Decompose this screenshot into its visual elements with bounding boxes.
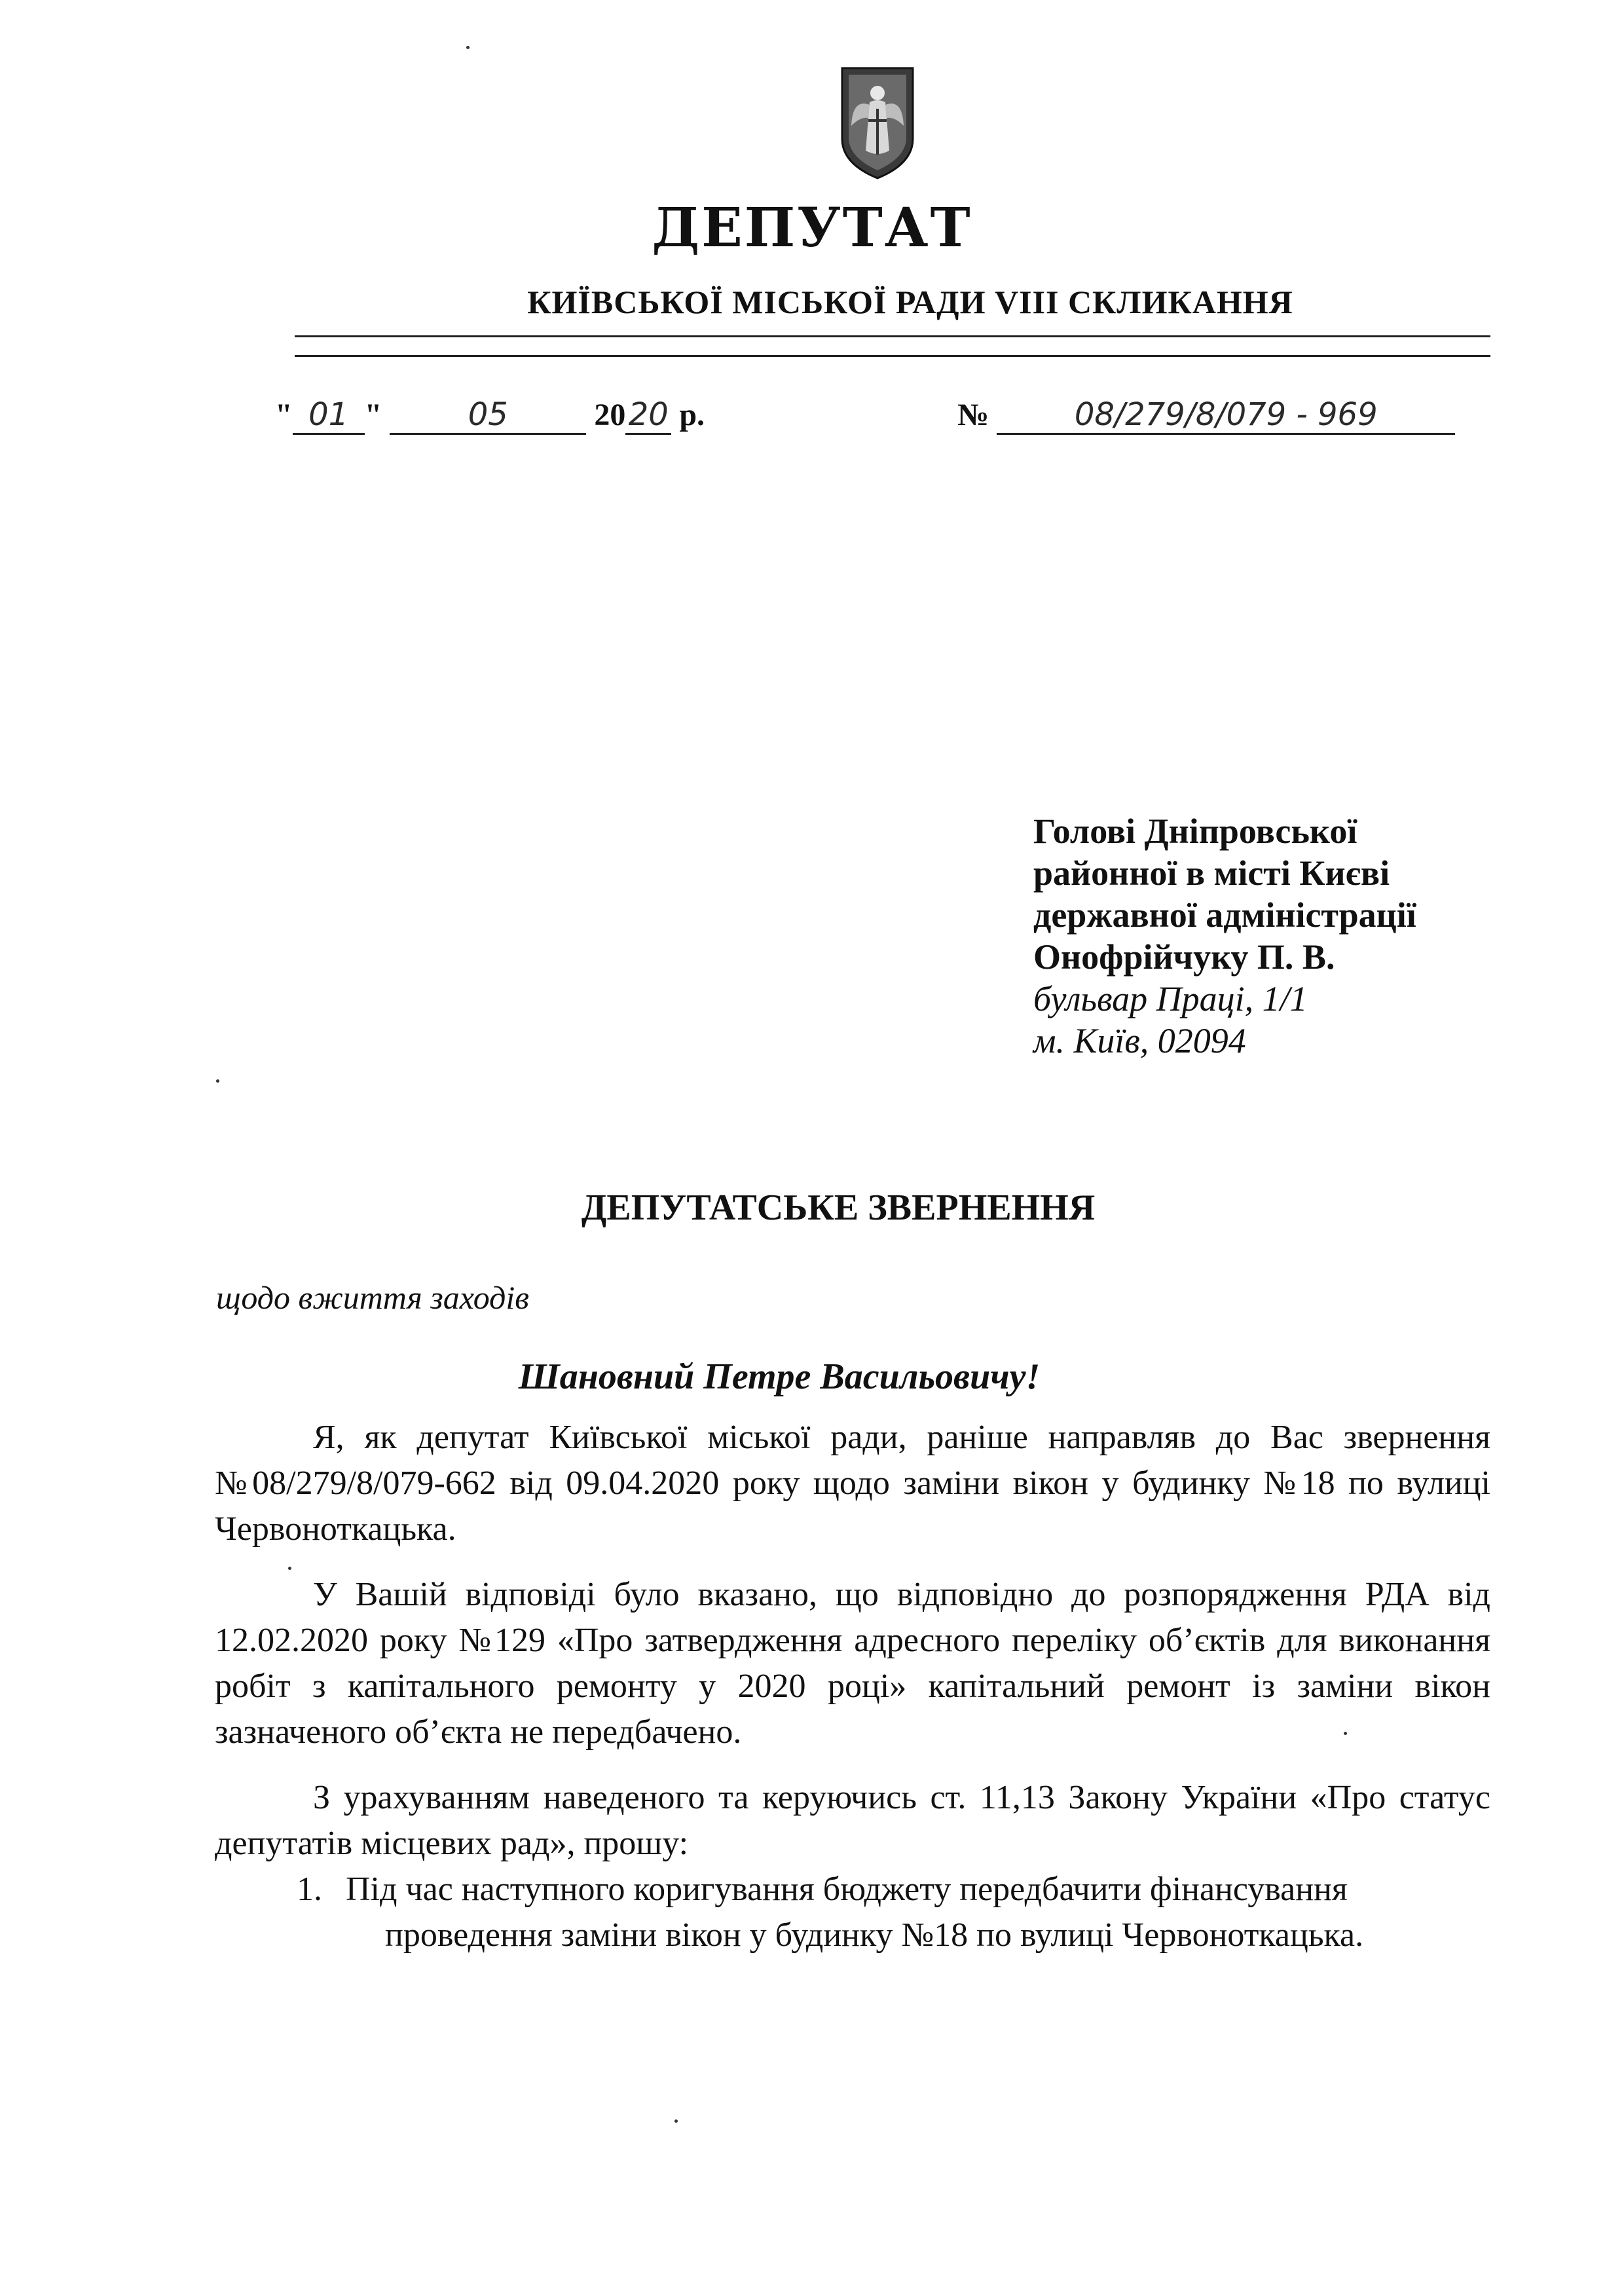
salutation: Шановний Петре Васильовичу! — [518, 1356, 1041, 1397]
number-symbol: № — [957, 398, 989, 432]
date-year-suffix: 20 — [625, 396, 671, 435]
date-year-mark: р. — [679, 398, 705, 432]
list-item-number: 1. — [297, 1871, 322, 1908]
addressee-line-3: державної адміністрації — [1033, 895, 1416, 935]
scan-speck — [674, 2119, 678, 2123]
kyiv-coat-of-arms-emblem — [838, 65, 917, 180]
request-list-item-1 — [297, 1867, 1490, 1958]
date-month: 05 — [390, 396, 586, 435]
scan-speck — [466, 46, 470, 49]
registration-number-value: 08/279/8/079 - 969 — [997, 396, 1455, 435]
addressee-block — [1033, 810, 1416, 1062]
addressee-street: бульвар Праці, 1/1 — [1033, 979, 1308, 1018]
list-item-line-1: Під час наступного коригування бюджету передбачити фінансування — [346, 1871, 1348, 1908]
body-paragraph-1 — [215, 1415, 1490, 1552]
scan-speck — [288, 1567, 291, 1570]
document-subject: щодо вжиття заходів — [216, 1279, 529, 1316]
letterhead-subtitle: КИЇВСЬКОЇ МІСЬКОЇ РАДИ VIII СКЛИКАННЯ — [527, 284, 1293, 320]
addressee-line-2: районної в місті Києві — [1033, 853, 1390, 893]
document-date — [275, 396, 705, 435]
paragraph-text: З урахуванням наведеного та керуючись ст. 11,13 Закону України «Про статус депутатів місцевих рад», прошу: — [215, 1779, 1490, 1862]
registration-number — [957, 396, 1455, 435]
body-paragraph-3 — [215, 1775, 1490, 1867]
document-heading: ДЕПУТАТСЬКЕ ЗВЕРНЕННЯ — [581, 1187, 1096, 1228]
letterhead-title: ДЕПУТАТ — [652, 196, 972, 259]
addressee-city: м. Київ, 02094 — [1033, 1021, 1246, 1060]
date-day: 01 — [293, 396, 365, 435]
date-close-quote: " — [364, 398, 382, 432]
scan-speck — [216, 1079, 219, 1083]
letterhead-divider-bottom — [295, 355, 1490, 357]
list-item-line-2: проведення заміни вікон у будинку №18 по вулиці Червоноткацька. — [385, 1916, 1364, 1954]
addressee-line-1: Голові Дніпровської — [1033, 812, 1357, 851]
date-year-prefix: 20 — [594, 398, 626, 432]
paragraph-text: Я, як депутат Київської міської ради, раніше направляв до Вас звернення №08/279/8/079-662 від 09.04.2020 року щодо заміни вікон у будинку №18 по вулиці Червоноткацька. — [215, 1419, 1490, 1548]
paragraph-text: У Вашій відповіді було вказано, що відповідно до розпорядження РДА від 12.02.2020 року №129 «Про затвердження адресного переліку об’єктів для виконання робіт з капітального ремонту у 2020 році» капітальний ремонт із заміни вікон зазначеного об’єкта не передбачено. — [215, 1576, 1490, 1751]
addressee-name: Онофрійчуку П. В. — [1033, 937, 1335, 977]
scan-speck — [1344, 1732, 1347, 1735]
letterhead-divider-top — [295, 335, 1490, 337]
body-paragraph-2 — [215, 1572, 1490, 1755]
date-open-quote: " — [275, 398, 293, 432]
